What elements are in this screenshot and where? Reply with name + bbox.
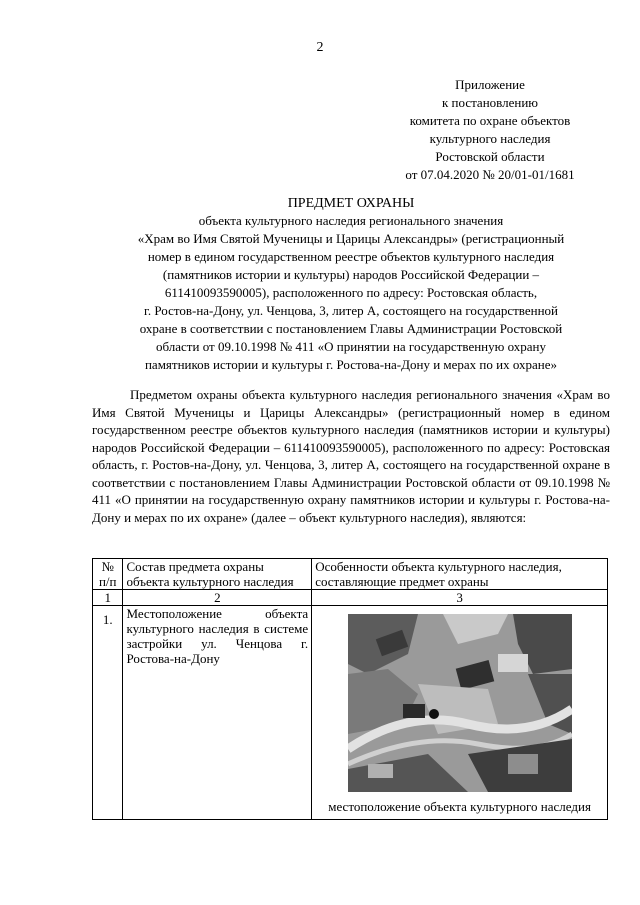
column-number-3: 3 — [312, 590, 608, 606]
row-composition: Местоположение объекта культурного наследия в системе застройки ул. Ченцова г. Ростова-на-Дону — [123, 606, 312, 820]
header-composition: Состав предмета охраны объекта культурного наследия — [123, 559, 312, 590]
subtitle-line: (памятников истории и культуры) народов Российской Федерации – — [162, 267, 540, 282]
column-number-1: 1 — [93, 590, 123, 606]
protection-table — [92, 558, 608, 820]
table-numbering-row — [93, 590, 608, 606]
subtitle-line: «Храм во Имя Святой Мученицы и Царицы Александры» (регистрационный — [137, 231, 565, 246]
row-features — [312, 606, 608, 820]
subtitle-line: охране в соответствии с постановлением Главы Администрации Ростовской — [139, 321, 563, 336]
table-row — [93, 606, 608, 820]
appendix-line: комитета по охране объектов — [409, 113, 571, 128]
subtitle-line: памятников истории и культуры г. Ростова-на-Дону и мерах по их охране» — [144, 357, 558, 372]
appendix-line: к постановлению — [441, 95, 539, 110]
subtitle-line: области от 09.10.1998 № 411 «О принятии на государственную охрану — [155, 339, 546, 354]
location-map-image — [348, 614, 572, 792]
appendix-line: Ростовской области — [435, 149, 545, 164]
document-title: ПРЕДМЕТ ОХРАНЫ — [287, 196, 415, 211]
row-number: 1. — [93, 606, 123, 820]
subtitle-line: г. Ростов-на-Дону, ул. Ченцова, 3, литер А, состоящего на государственной — [143, 303, 558, 318]
map-caption: местоположение объекта культурного наследия — [328, 799, 591, 814]
header-features: Особенности объекта культурного наследия, составляющие предмет охраны — [312, 559, 608, 590]
column-number-2: 2 — [123, 590, 312, 606]
subtitle-line: 611410093590005), расположенного по адресу: Ростовская область, — [164, 285, 538, 300]
header-number: № п/п — [93, 559, 123, 590]
document-subtitle — [92, 212, 610, 374]
appendix-line: Приложение — [455, 77, 525, 92]
appendix-line: культурного наследия — [429, 131, 551, 146]
body-paragraph: Предметом охраны объекта культурного наследия регионального значения «Храм во Имя Святой Мученицы и Царицы Александры» (регистрационный номер в едином государственном реестре объектов культурного наследия (памятников истории и культуры) народов Российской Федерации – 611410093590005), расположенного по адресу: Ростовская область, г. Ростов-на-Дону, ул. Ченцова, 3, литер А, состоящего на государственной охране в соответствии с постановлением Главы Администрации Ростовской области от 09.10.1998 № 411 «О принятии на государственную охрану памятников истории и культуры г. Ростова-на-Дону и мерах по их охране» (далее – объект культурного наследия), являются: — [92, 387, 610, 525]
appendix-block — [380, 76, 600, 184]
appendix-line: от 07.04.2020 № 20/01-01/1681 — [405, 167, 575, 182]
page-number: 2 — [316, 40, 324, 55]
subtitle-line: номер в едином государственном реестре объектов культурного наследия — [147, 249, 555, 264]
subtitle-line: объекта культурного наследия регионального значения — [198, 213, 504, 228]
table-header-row — [93, 559, 608, 590]
